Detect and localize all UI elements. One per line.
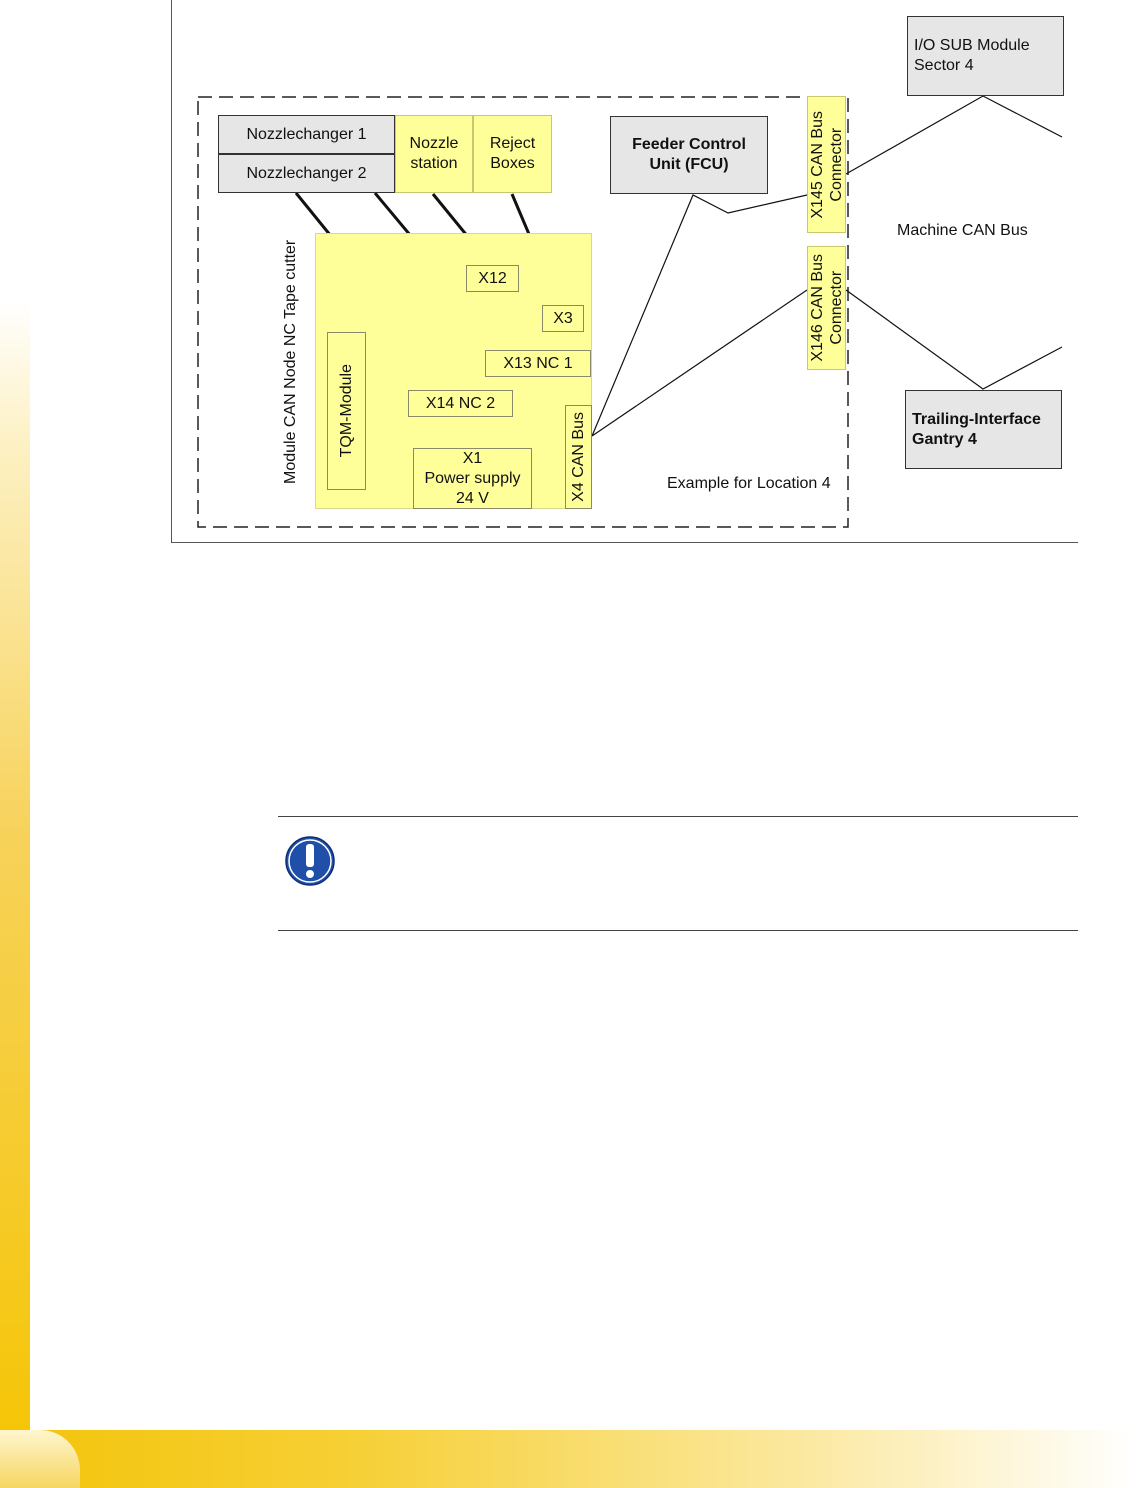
bottom-color-band bbox=[0, 1430, 1136, 1488]
can-bus-lower bbox=[846, 290, 1062, 389]
side-color-band bbox=[0, 300, 30, 1488]
nozzle-station-box: Nozzle station bbox=[395, 115, 473, 193]
notice-top-rule bbox=[278, 816, 1078, 817]
can-bus-upper bbox=[846, 96, 1062, 174]
machine-can-bus-label: Machine CAN Bus bbox=[897, 222, 1028, 239]
exclamation-icon bbox=[284, 835, 336, 887]
module-vertical-label: Module CAN Node NC Tape cutter bbox=[282, 239, 299, 485]
tqm-module-box: TQM-Module bbox=[327, 332, 366, 490]
x1-power-supply-box: X1 Power supply 24 V bbox=[413, 448, 532, 509]
x3-connector: X3 bbox=[542, 305, 584, 332]
x145-connector-box: X145 CAN Bus Connector bbox=[807, 96, 846, 233]
x14-connector: X14 NC 2 bbox=[408, 390, 513, 417]
trailing-interface-box: Trailing-Interface Gantry 4 bbox=[905, 390, 1062, 469]
io-sub-module-box: I/O SUB Module Sector 4 bbox=[907, 16, 1064, 96]
reject-boxes-box: Reject Boxes bbox=[473, 115, 552, 193]
example-location-label: Example for Location 4 bbox=[667, 475, 831, 492]
notice-bottom-rule bbox=[278, 930, 1078, 931]
nozzlechanger-2-box: Nozzlechanger 2 bbox=[218, 154, 395, 193]
x146-connector-box: X146 CAN Bus Connector bbox=[807, 246, 846, 370]
can-line-x146 bbox=[592, 290, 807, 436]
can-line-fcu bbox=[592, 195, 807, 436]
diagram-frame bbox=[171, 0, 1078, 543]
feeder-control-unit-box: Feeder Control Unit (FCU) bbox=[610, 116, 768, 194]
nozzlechanger-1-box: Nozzlechanger 1 bbox=[218, 115, 395, 154]
x12-connector: X12 bbox=[466, 265, 519, 292]
x4-can-bus-box: X4 CAN Bus bbox=[565, 405, 592, 509]
x13-connector: X13 NC 1 bbox=[485, 350, 591, 377]
